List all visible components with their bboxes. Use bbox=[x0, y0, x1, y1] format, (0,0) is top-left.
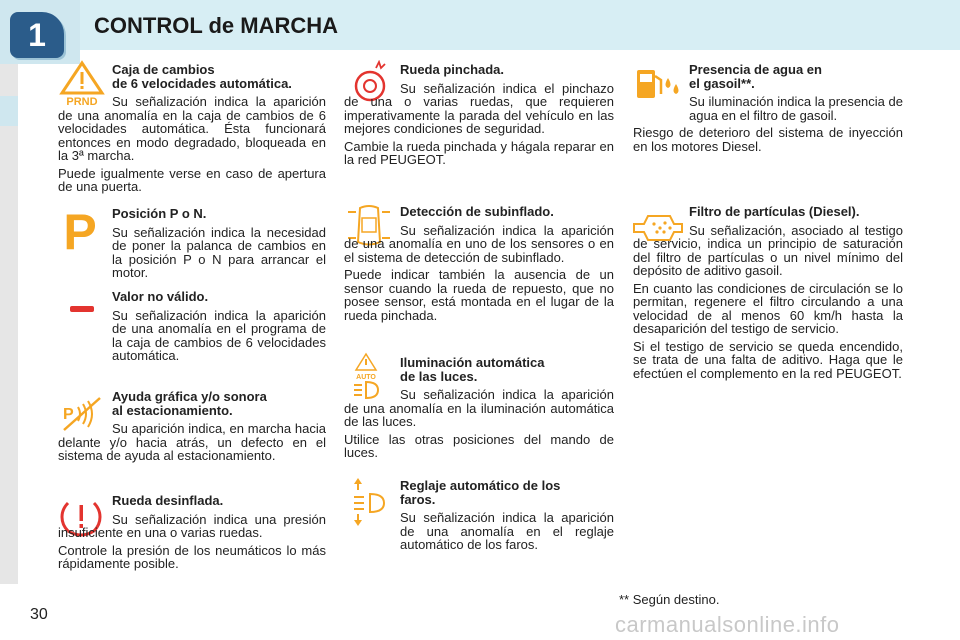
particle-filter-text-1: Su señalización, asociado al testigo de servicio, indica un principio de saturación del filtro de partículas o un nivel mínimo del depósito de aditivo gasoil. bbox=[633, 222, 903, 278]
punctured-wheel-text-2: Cambie la rueda pinchada y hágala reparar en la red PEUGEOT. bbox=[344, 138, 614, 167]
position-pn-section bbox=[58, 207, 326, 284]
punctured-wheel-section bbox=[344, 63, 614, 171]
underinflation-text-1: Su señalización indica la aparición de una anomalía en uno de los sensores o en el sistema de detección de subinflado. bbox=[344, 222, 614, 265]
headlamp-levelling-text: Su señalización indica la aparición de una anomalía en el reglaje automático de los faros. bbox=[400, 510, 614, 552]
punctured-wheel-title: Rueda pinchada. bbox=[400, 62, 505, 77]
auto-lighting-section bbox=[344, 356, 614, 464]
parking-assist-text: Su aparición indica, en marcha hacia delante y/o hacia atrás, un defecto en el sistema de ayuda al estacionamiento. bbox=[58, 421, 326, 463]
headlamp-levelling-section bbox=[344, 479, 614, 556]
position-pn-title: Posición P o N. bbox=[112, 206, 207, 221]
chapter-number: 1 bbox=[10, 12, 64, 58]
auto-lighting-title: Iluminación automática de las luces. bbox=[400, 355, 545, 384]
deflated-tire-text-2: Controle la presión de los neumáticos lo más rápidamente posible. bbox=[58, 542, 326, 571]
underinflation-section bbox=[344, 205, 614, 326]
auto-label: AUTO bbox=[356, 374, 376, 381]
prnd-label: PRND bbox=[66, 96, 98, 106]
particle-filter-section bbox=[633, 205, 903, 384]
underinflation-text-2: Puede indicar también la ausencia de un sensor cuando la rueda de repuesto, que no posee sensor, está montada en el lugar de la rueda pinchada. bbox=[344, 267, 614, 323]
svg-text:P: P bbox=[63, 406, 74, 423]
deflated-tire-text-1: Su señalización indica una presión insuficiente en una o varias ruedas. bbox=[58, 511, 326, 540]
gearbox-text-2: Puede igualmente verse en caso de apertura de una puerta. bbox=[58, 165, 326, 194]
invalid-value-title: Valor no válido. bbox=[112, 289, 209, 304]
water-in-diesel-section bbox=[633, 63, 903, 157]
parking-assist-title: Ayuda gráfica y/o sonora al estacionamiento. bbox=[112, 389, 267, 418]
water-in-diesel-title: Presencia de agua en el gasoil**. bbox=[689, 62, 822, 91]
deflated-tire-section bbox=[58, 494, 326, 575]
gearbox-section bbox=[58, 63, 326, 198]
footnote: ** Según destino. bbox=[619, 592, 720, 607]
headlamp-levelling-title: Reglaje automático de los faros. bbox=[400, 478, 561, 507]
page-title: CONTROL de MARCHA bbox=[94, 13, 339, 38]
gearbox-text-1: Su señalización indica la aparición de una anomalía en la caja de cambios de 6 velocidades automática. Ésta funcionará entonces en modo degradado, bloqueada en la 3ª marcha. bbox=[58, 94, 326, 163]
deflated-tire-title: Rueda desinflada. bbox=[112, 493, 224, 508]
auto-lighting-text-2: Utilice las otras posiciones del mando de luces. bbox=[344, 431, 614, 460]
underinflation-title: Detección de subinflado. bbox=[400, 204, 554, 219]
particle-filter-title: Filtro de partículas (Diesel). bbox=[689, 204, 860, 219]
particle-filter-text-3: Si el testigo de servicio se queda encendido, se trata de una falta de aditivo. Haga que le efectúen el complemento en la red PEUGEOT. bbox=[633, 338, 903, 381]
punctured-wheel-text-1: Su señalización indica el pinchazo de una o varias ruedas, que requieren imperativamente la parada del vehículo en las mejores condiciones de seguridad. bbox=[344, 80, 614, 136]
invalid-value-section bbox=[58, 290, 326, 367]
position-pn-text: Su señalización indica la necesidad de poner la palanca de cambios en la posición P o N para arrancar el motor. bbox=[112, 224, 326, 280]
gearbox-title: Caja de cambios de 6 velocidades automática. bbox=[112, 62, 292, 91]
chapter-tab bbox=[0, 0, 80, 64]
side-strip-accent bbox=[0, 96, 18, 126]
p-letter: P bbox=[63, 205, 97, 253]
water-in-diesel-text-1: Su iluminación indica la presencia de agua en el filtro de gasoil. bbox=[689, 94, 903, 123]
particle-filter-text-2: En cuanto las condiciones de circulación se lo permitan, regenere el filtro circulando a una velocidad de al menos 60 km/h hasta la desaparición del testigo de servicio. bbox=[633, 280, 903, 336]
parking-assist-section bbox=[58, 390, 326, 467]
page-number: 30 bbox=[30, 606, 48, 623]
watermark: carmanualsonline.info bbox=[615, 612, 840, 637]
invalid-value-text: Su señalización indica la aparición de una anomalía en el programa de la caja de cambios de 6 velocidades automática. bbox=[112, 307, 326, 363]
auto-lighting-text-1: Su señalización indica la aparición de una anomalía en la iluminación automática de las luces. bbox=[344, 387, 614, 429]
side-strip bbox=[0, 64, 18, 584]
water-in-diesel-text-2: Riesgo de deterioro del sistema de inyección en los motores Diesel. bbox=[633, 125, 903, 154]
